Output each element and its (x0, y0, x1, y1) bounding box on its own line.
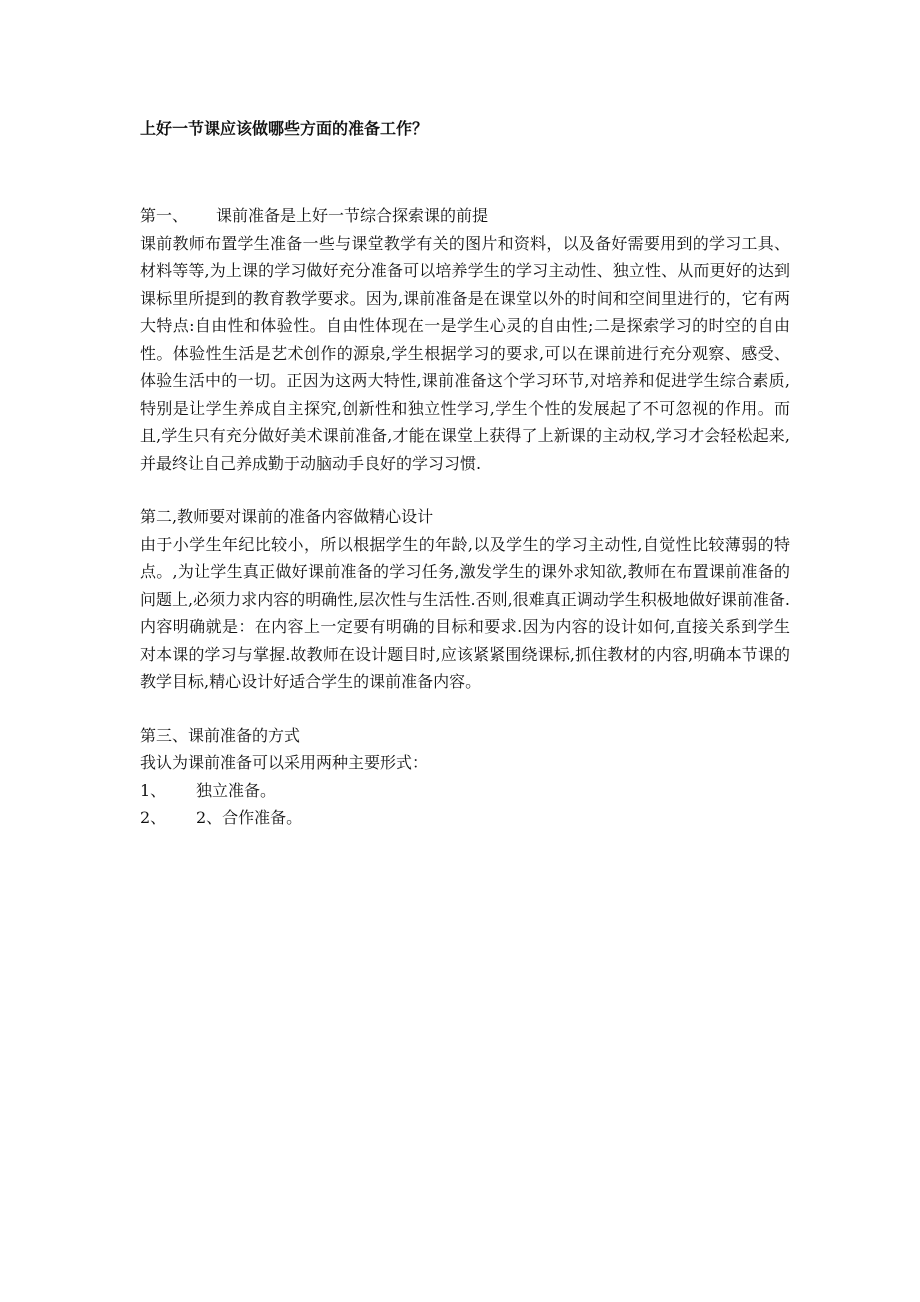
document-title: 上好一节课应该做哪些方面的准备工作？ (140, 119, 429, 138)
section-3 (140, 722, 790, 832)
list-item-number: 1、 (140, 780, 167, 800)
section-3-intro: 我认为课前准备可以采用两种主要形式： (140, 753, 429, 772)
document-page (140, 114, 790, 858)
section-1 (140, 202, 790, 477)
list-item-text: 独立准备。 (196, 780, 277, 800)
list-item (140, 804, 790, 832)
section-2 (140, 503, 790, 696)
section-1-body: 课前教师布置学生准备一些与课堂教学有关的图片和资料，以及备好需要用到的学习工具、材料等等,为上课的学习做好充分准备可以培养学生的学习主动性、独立性、从而更好的达到课标里所提到的教育教学要求。因为,课前准备是在课堂以外的时间和空间里进行的，它有两大特点:自由性和体验性。自由性体现在一是学生心灵的自由性;二是探索学习的时空的自由性。体验性生活是艺术创作的源泉,学生根据学习的要求,可以在课前进行充分观察、感受、体验生活中的一切。正因为这两大特性,课前准备这个学习环节,对培养和促进学生综合素质,特别是让学生养成自主探究,创新性和独立性学习,学生个性的发展起了不可忽视的作用。而且,学生只有充分做好美术课前准备,才能在课堂上获得了上新课的主动权,学习才会轻松起来,并最终让自己养成勤于动脑动手良好的学习习惯. (140, 233, 790, 473)
section-3-heading: 第三、课前准备的方式 (140, 725, 301, 745)
section-1-heading-number: 第一、 (140, 206, 189, 225)
section-1-heading-text: 课前准备是上好一节综合探索课的前提 (216, 206, 489, 225)
section-2-body: 由于小学生年纪比较小，所以根据学生的年龄,以及学生的学习主动性,自觉性比较薄弱的特点。,为让学生真正做好课前准备的学习任务,激发学生的课外求知欲,教师在布置课前准备的问题上,必须力求内容的明确性,层次性与生活性.否则,很难真正调动学生积极地做好课前准备.内容明确就是：在内容上一定要有明确的目标和要求.因为内容的设计如何,直接关系到学生对本课的学习与掌握.故教师在设计题目时,应该紧紧围绕课标,抓住教材的内容,明确本节课的教学目标,精心设计好适合学生的课前准备内容。 (140, 534, 790, 691)
section-2-heading: 第二,教师要对课前的准备内容做精心设计 (140, 507, 434, 526)
list-item (140, 777, 790, 805)
list-item-text: 2、合作准备。 (196, 808, 303, 827)
section-1-heading (140, 202, 790, 230)
list-item-number: 2、 (140, 808, 167, 827)
